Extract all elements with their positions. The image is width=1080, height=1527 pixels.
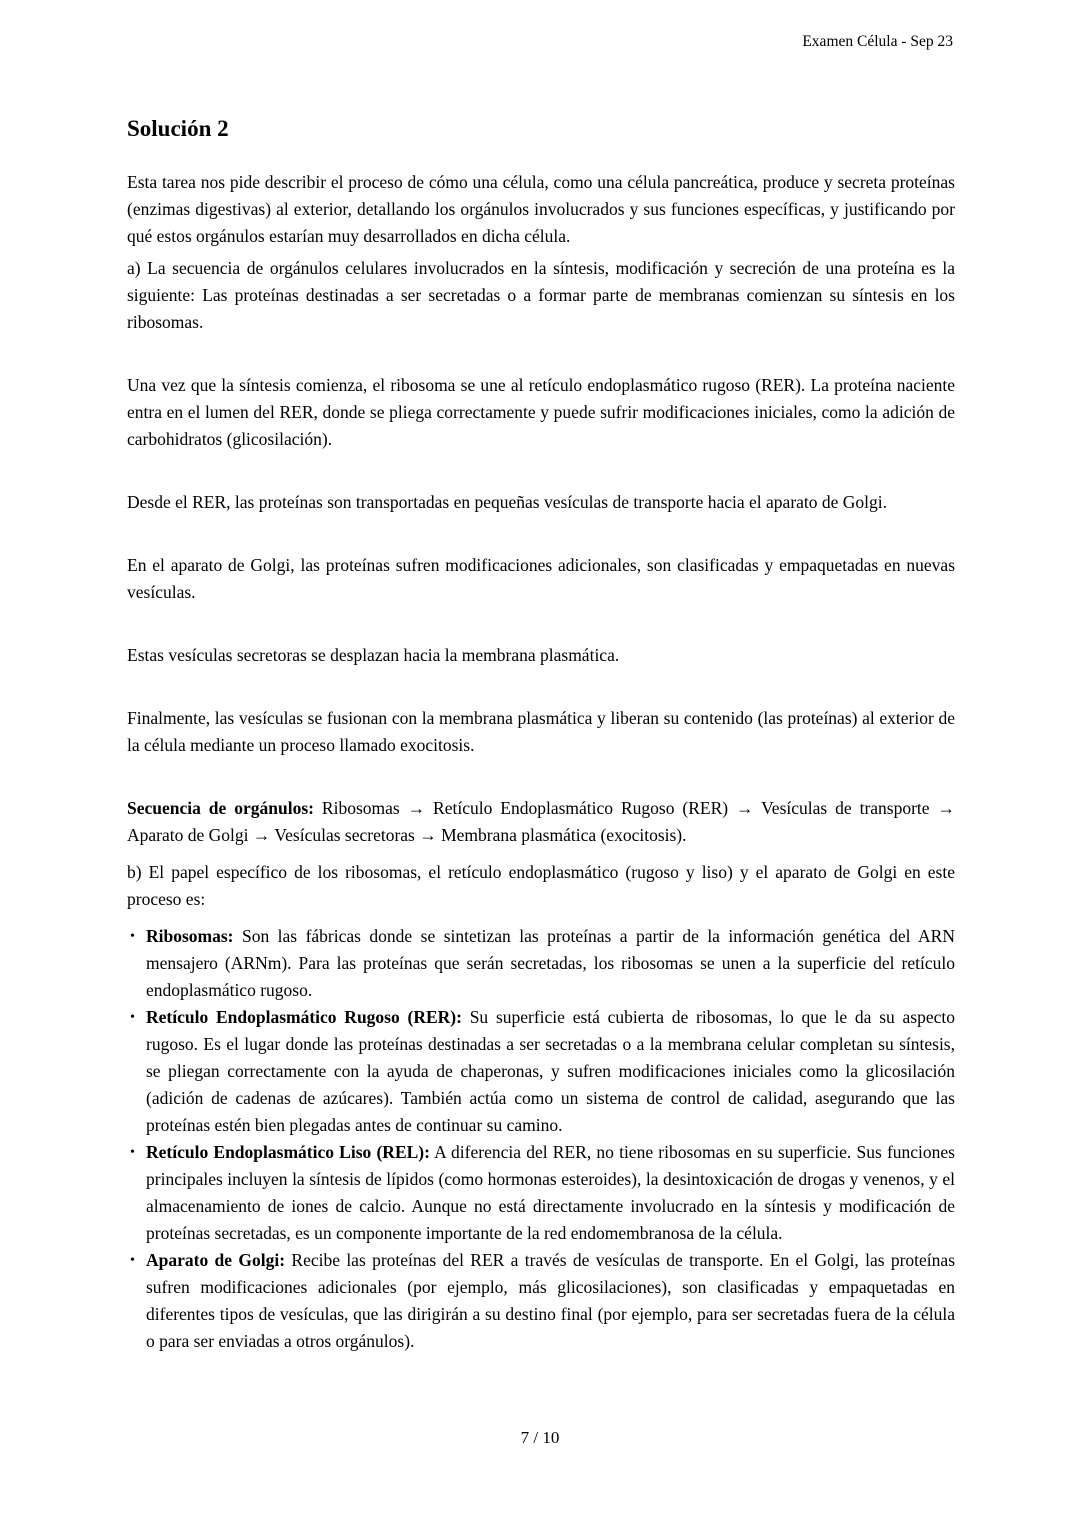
paragraph-a-sequence: a) La secuencia de orgánulos celulares involucrados en la síntesis, modificación y secreción de una proteína es la siguiente: Las proteínas destinadas a ser secretadas o a formar parte de membranas comienzan su síntesis en los ribosomas.	[127, 257, 955, 332]
page-content	[127, 115, 955, 1355]
paragraph-organelle-sequence	[127, 795, 955, 849]
bullet-icon: •	[130, 1009, 135, 1025]
golgi-label: Aparato de Golgi:	[146, 1249, 286, 1270]
paragraph-secretory-vesicles: Estas vesículas secretoras se desplazan hacia la membrana plasmática.	[127, 644, 620, 665]
running-header: Examen Célula - Sep 23	[802, 33, 953, 50]
rel-label: Retículo Endoplasmático Liso (REL):	[146, 1141, 430, 1162]
bullet-icon: •	[130, 1144, 135, 1160]
page-title: Solución 2	[127, 116, 229, 141]
organelle-sequence-text: Ribosomas → Retículo Endoplasmático Rugoso (RER) → Vesículas de transporte → Aparato de Golgi → Vesículas secretoras → Membrana plasmática (exocitosis).	[127, 797, 955, 845]
bullet-icon: •	[130, 928, 135, 944]
paragraph-rer-entry: Una vez que la síntesis comienza, el ribosoma se une al retículo endoplasmático rugoso (RER). La proteína naciente entra en el lumen del RER, donde se pliega correctamente y puede sufrir modificaciones iniciales, como la adición de carbohidratos (glicosilación).	[127, 374, 955, 449]
list-item-rel	[127, 1139, 955, 1247]
golgi-text: Recibe las proteínas del RER a través de vesículas de transporte. En el Golgi, las proteínas sufren modificaciones adicionales (por ejemplo, más glicosilaciones), son clasificadas y empaquetadas en diferentes tipos de vesículas, que las dirigirán a su destino final (por ejemplo, para ser secretadas fuera de la célula o para ser enviadas a otros orgánulos).	[146, 1249, 955, 1351]
paragraph-transport-vesicles: Desde el RER, las proteínas son transportadas en pequeñas vesículas de transporte hacia el aparato de Golgi.	[127, 491, 888, 512]
list-item-ribosomas	[127, 923, 955, 1004]
rel-text: A diferencia del RER, no tiene ribosomas en su superficie. Sus funciones principales incluyen la síntesis de lípidos (como hormonas esteroides), la desintoxicación de drogas y venenos, y el almacenamiento de iones de calcio. Aunque no está directamente involucrado en la síntesis y modificación de proteínas secretadas, es un componente importante de la red endomembranosa de la célula.	[146, 1141, 955, 1243]
rer-text: Su superficie está cubierta de ribosomas, lo que le da su aspecto rugoso. Es el lugar donde las proteínas destinadas a ser secretadas o a la membrana celular completan su síntesis, se pliegan correctamente con la ayuda de chaperonas, y sufren modificaciones iniciales como la glicosilación (adición de cadenas de azúcares). También actúa como un sistema de control de calidad, asegurando que las proteínas estén bien plegadas antes de continuar su camino.	[146, 1006, 955, 1135]
bullet-icon: •	[130, 1252, 135, 1268]
list-item-rer	[127, 1004, 955, 1139]
organelle-sequence-label: Secuencia de orgánulos:	[127, 797, 314, 818]
paragraph-intro: Esta tarea nos pide describir el proceso de cómo una célula, como una célula pancreática, produce y secreta proteínas (enzimas digestivas) al exterior, detallando los orgánulos involucrados y sus funciones específicas, y justificando por qué estos orgánulos estarían muy desarrollados en dicha célula.	[127, 171, 955, 246]
ribosomas-text: Son las fábricas donde se sintetizan las proteínas a partir de la información genética del ARN mensajero (ARNm). Para las proteínas que serán secretadas, los ribosomas se unen a la superficie del retículo endoplasmático rugoso.	[146, 925, 955, 1000]
ribosomas-label: Ribosomas:	[146, 925, 234, 946]
paragraph-golgi-processing: En el aparato de Golgi, las proteínas sufren modificaciones adicionales, son clasificadas y empaquetadas en nuevas vesículas.	[127, 554, 955, 602]
page-number: 7 / 10	[520, 1428, 560, 1447]
list-item-golgi	[127, 1247, 955, 1355]
paragraph-exocytosis: Finalmente, las vesículas se fusionan con la membrana plasmática y liberan su contenido (las proteínas) al exterior de la célula mediante un proceso llamado exocitosis.	[127, 707, 955, 755]
paragraph-b-intro: b) El papel específico de los ribosomas, el retículo endoplasmático (rugoso y liso) y el aparato de Golgi en este proceso es:	[127, 861, 955, 909]
organelle-bullet-list	[127, 923, 955, 1355]
rer-label: Retículo Endoplasmático Rugoso (RER):	[146, 1006, 462, 1027]
